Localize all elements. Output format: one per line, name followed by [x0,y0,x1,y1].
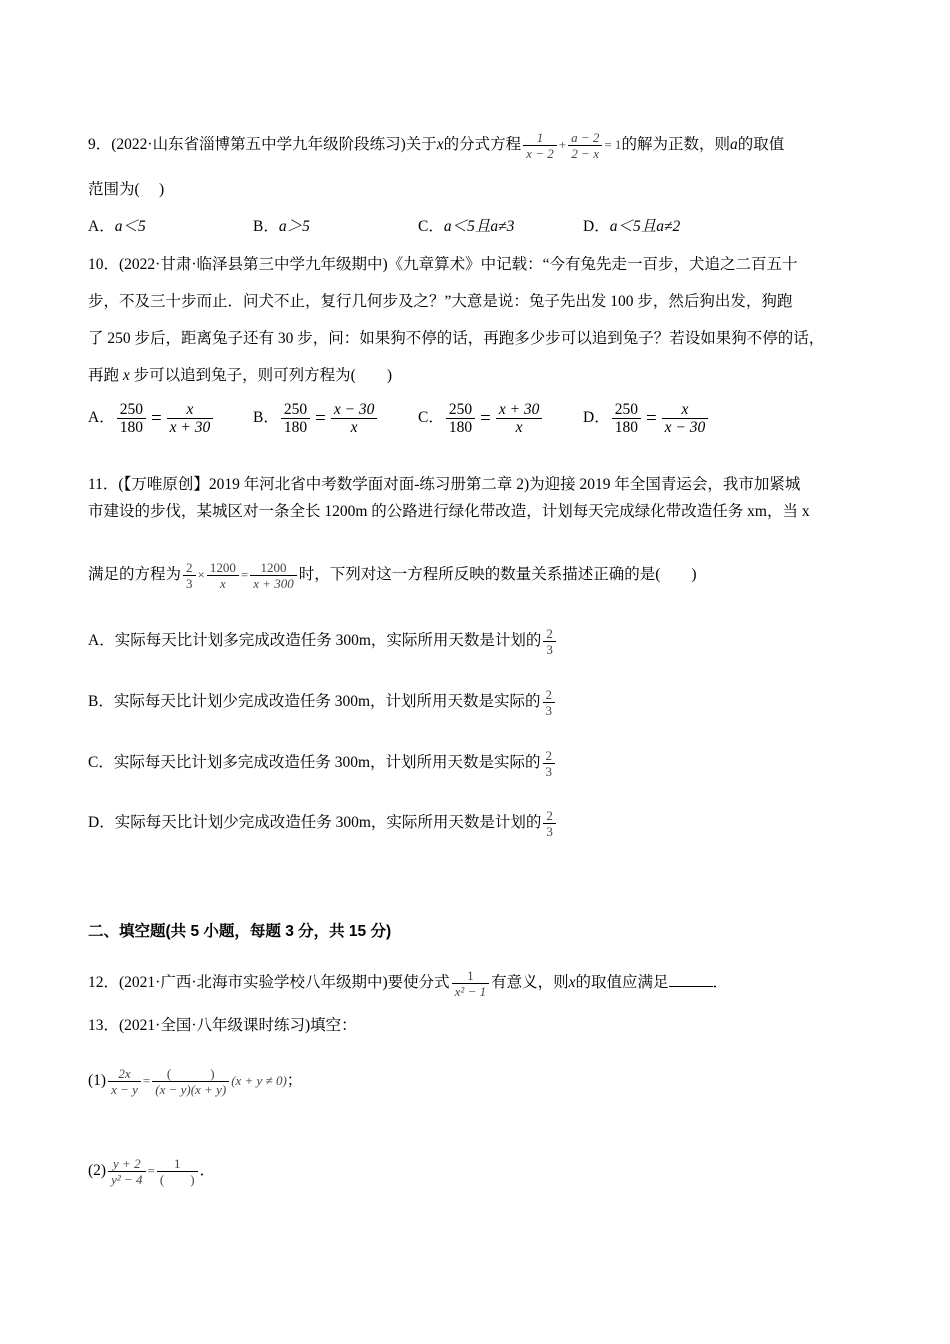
numerator: x [662,401,709,419]
numerator: 1200 [207,560,239,576]
q9-option-a [88,217,146,237]
fraction [331,401,378,436]
q10-line3: 了 250 步后，距离兔子还有 30 步，问：如果狗不停的话，再跑多少步可以追到兔子？若设如果狗不停的话， [88,330,825,347]
numerator: 1 [523,130,557,146]
option-label: D． [583,409,610,427]
denominator: 180 [448,419,473,436]
q11-line2: 市建设的步伐，某城区对一条全长 1200m 的公路进行绿化带改造，计划每天完成绿化带改造任务 xm，当 x [88,503,810,520]
q9-text-c: 的取值 [737,136,785,154]
denominator: x² − 1 [454,984,487,999]
option-label: B． [88,693,114,711]
numerator: x − 30 [331,401,378,419]
option-label: C． [418,409,444,427]
option-text: a＜5 [114,218,146,235]
fraction [543,748,556,779]
denominator: (x − y)(x + y) [155,1082,227,1097]
text: 有意义，则 [491,974,569,992]
var-a: a [729,136,738,154]
text: ． [199,1162,216,1180]
numerator: y + 2 [108,1156,145,1172]
numerator: 2x [108,1066,141,1082]
q10-option-a [88,401,215,436]
q11-option-d [88,808,558,839]
equation-rhs: = 1 [604,137,622,153]
denominator: 3 [545,703,553,718]
denominator: x − 30 [664,419,706,436]
fraction [157,1156,198,1187]
question-number: 9． [88,136,112,154]
denominator: x [350,419,358,436]
numerator: 2 [183,560,196,576]
numerator: 2 [543,687,556,703]
q9-line2: 范围为( ) [88,181,165,198]
plus-sign: + [558,137,567,153]
denominator: x − 2 [526,146,554,161]
fraction [152,1066,229,1097]
denominator: 3 [546,642,553,657]
q10-line4 [88,366,392,386]
q11-option-a [88,626,558,657]
q11-line3 [88,560,697,591]
numerator: 250 [281,401,310,419]
option-label: B． [253,218,279,235]
option-text: a＞5 [278,218,310,235]
q9-option-c [418,217,514,237]
q10-option-c [418,401,544,436]
numerator: a − 2 [568,130,602,146]
fraction [496,401,543,436]
text: 12．(2021·广西·北海市实验学校八年级期中)要使分式 [88,974,450,992]
fraction [662,401,709,436]
q9-text-b: 的解为正数，则 [621,136,730,154]
var-x: x [122,367,130,384]
numerator: 250 [117,401,146,419]
fraction [167,401,214,436]
numerator: 250 [612,401,641,419]
fraction [452,968,489,999]
option-label: C． [88,754,114,772]
times-sign: × [197,567,205,583]
text: 满足的方程为 [88,566,182,584]
denominator: x + 300 [253,576,294,591]
numerator: 2 [543,626,556,642]
q11-option-b [88,687,557,718]
text: 步可以追到兔子，则可列方程为( ) [133,367,392,384]
equals-sign: = [480,407,491,429]
fraction [108,1156,145,1187]
denominator: 3 [186,576,193,591]
var-x: x [436,136,444,154]
denominator: 3 [545,764,553,779]
q11-option-c [88,748,557,779]
text: ． [712,974,729,992]
option-label: A． [88,409,115,427]
q12-line [88,968,728,999]
q13-line1: 13．(2021·全国·八年级课时练习)填空： [88,1017,357,1034]
text: 的取值应满足 [575,974,669,992]
numerator: 1 [157,1156,198,1172]
equals-sign: = [150,407,162,429]
numerator: 1200 [250,560,297,576]
option-text: 实际每天比计划多完成改造任务 300m，计划所用天数是实际的 [113,754,541,772]
q10-line1: 10．(2022·甘肃·临泽县第三中学九年级期中)《九章算术》中记载：“今有兔先走一百步，犬追之二百五十 [88,256,798,273]
q11-line1: 11．(【万唯原创】2019 年河北省中考数学面对面-练习册第二章 2)为迎接 2019 年全国青运会，我市加紧城 [88,476,801,493]
answer-blank[interactable] [669,972,713,987]
q9-text-a: 的分式方程 [443,136,522,154]
option-text: a＜5且a≠3 [443,218,515,235]
option-label: B． [253,409,279,427]
option-text: 实际每天比计划少完成改造任务 300m，计划所用天数是实际的 [113,693,541,711]
q13-part2 [88,1156,215,1187]
part-label: (2) [88,1162,107,1180]
fraction [183,560,196,591]
q13-part1 [88,1066,302,1097]
equals-sign: = [142,1073,151,1089]
numerator: x [167,401,214,419]
fraction [108,1066,141,1097]
denominator: y² − 4 [111,1172,143,1187]
denominator: x [219,576,226,591]
option-text: a＜5且a≠2 [609,218,681,235]
denominator[interactable]: ( ) [159,1172,195,1187]
var-x: x [568,974,576,992]
denominator: 180 [614,419,638,436]
part-label: (1) [88,1072,107,1090]
option-label: D． [88,814,115,832]
text: ； [286,1072,303,1090]
section-heading: 二、填空题(共 5 小题，每题 3 分，共 15 分) [88,923,392,940]
fraction [543,687,556,718]
numerator: x + 30 [496,401,543,419]
q10-option-b [253,401,379,436]
denominator: 3 [546,824,553,839]
fraction [207,560,239,591]
text: 时，下列对这一方程所反映的数量关系描述正确的是( ) [298,566,697,584]
q9-line1 [88,130,784,161]
denominator: 2 − x [571,146,599,161]
fraction [523,130,557,161]
option-label: D． [583,218,610,235]
equals-sign: = [645,407,657,429]
q9-source: (2022·山东省淄博第五中学九年级阶段练习)关于 [111,136,437,154]
fraction [250,560,297,591]
option-label: C． [418,218,444,235]
numerator: 1 [452,968,489,984]
option-text: 实际每天比计划多完成改造任务 300m，实际所用天数是计划的 [114,632,542,650]
numerator[interactable]: ( ) [152,1066,229,1082]
fraction [117,401,146,436]
denominator: x − y [111,1082,138,1097]
q10-option-d [583,401,710,436]
fraction [568,130,602,161]
option-label: A． [88,632,115,650]
numerator: 250 [446,401,475,419]
equals-sign: = [147,1163,155,1179]
fraction [543,626,556,657]
option-text: 实际每天比计划少完成改造任务 300m，实际所用天数是计划的 [114,814,542,832]
equals-sign: = [240,567,249,583]
denominator: x + 30 [169,419,211,436]
denominator: 180 [283,419,308,436]
option-label: A． [88,218,115,235]
condition: (x + y ≠ 0) [231,1073,287,1089]
q9-option-b [253,217,310,237]
fraction [543,808,556,839]
text: 再跑 [88,367,120,384]
numerator: 2 [543,748,556,764]
q9-option-d [583,217,680,237]
denominator: 180 [119,419,143,436]
denominator: x [515,419,523,436]
equals-sign: = [315,407,326,429]
fraction [281,401,310,436]
fraction [612,401,641,436]
numerator: 2 [543,808,556,824]
q10-line2: 步，不及三十步而止．问犬不止，复行几何步及之？”大意是说：兔子先出发 100 步，然后狗出发，狗跑 [88,293,793,310]
fraction [446,401,475,436]
